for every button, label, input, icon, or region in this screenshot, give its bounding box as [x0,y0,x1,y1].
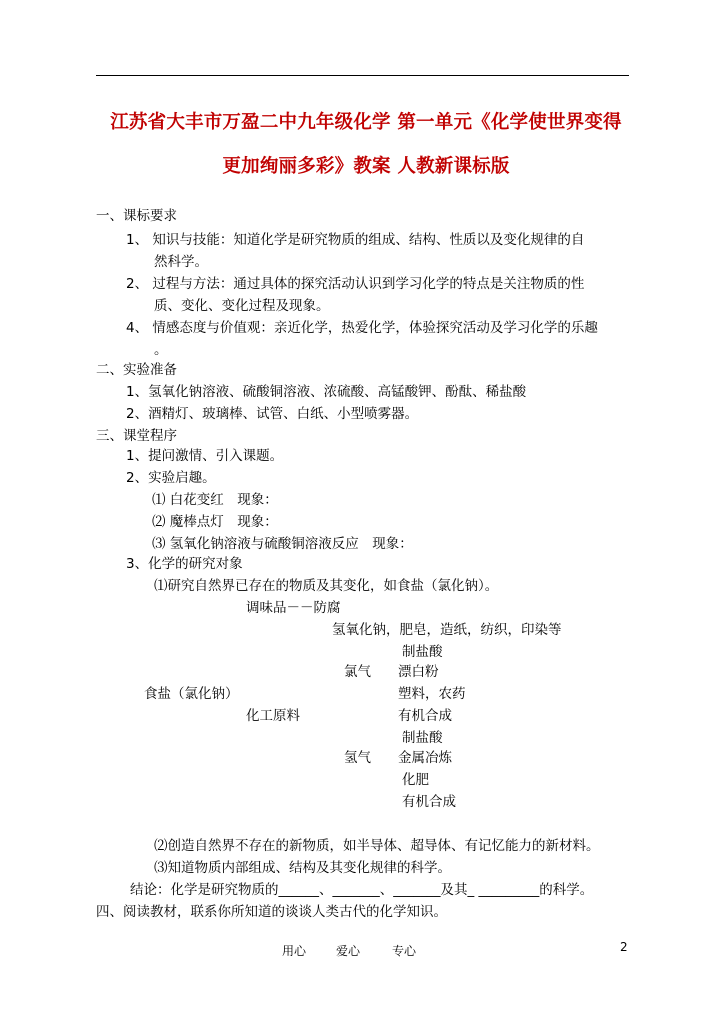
section-4-heading: 四、阅读教材，联系你所知道的谈谈人类古代的化学知识。 [96,904,447,920]
experiment-2: ⑵ 魔棒点灯 现象： [152,514,278,530]
tree-hcl-1: 制盐酸 [402,644,443,660]
tree-chlorine: 氯气 [344,664,371,680]
conclusion: 结论：化学是研究物质的______、_______、_______及其_ _________的科学。 [130,882,594,898]
research-object-1: ⑴研究自然界已存在的物质及其变化，如食盐（氯化钠）。 [154,578,499,594]
section-3-item-1: 1、提问激情、引入课题。 [126,448,284,464]
section-1-heading: 一、课标要求 [96,208,177,224]
section-3-item-2: 2、实验启趣。 [126,470,216,486]
section-1-item-3-cont: 。 [154,342,168,358]
section-3-item-3: 3、化学的研究对象 [126,556,243,572]
tree-root-salt: 食盐（氯化钠） [144,686,239,702]
experiment-1: ⑴ 白花变红 现象： [152,492,278,508]
section-3-heading: 三、课堂程序 [96,428,177,444]
research-object-2: ⑵创造自然界不存在的新物质，如半导体、超导体、有记忆能力的新材料。 [154,838,600,854]
section-1-item-2-cont: 质、变化、变化过程及现象。 [154,298,330,314]
section-2-item-1: 1、氢氧化钠溶液、硫酸铜溶液、浓硫酸、高锰酸钾、酚酞、稀盐酸 [126,384,527,400]
section-2-heading: 二、实验准备 [96,362,177,378]
footer-motto-2: 爱心 [336,944,361,958]
tree-fertilizer: 化肥 [402,772,429,788]
tree-hcl-2: 制盐酸 [402,730,443,746]
research-object-3: ⑶知道物质内部组成、结构及其变化规律的科学。 [154,860,451,876]
section-2-item-2: 2、酒精灯、玻璃棒、试管、白纸、小型喷雾器。 [126,406,419,422]
page-number: 2 [620,940,628,954]
tree-bleach: 漂白粉 [398,664,439,680]
title-line-1: 江苏省大丰市万盈二中九年级化学 第一单元《化学使世界变得 [110,112,622,133]
tree-chem-raw: 化工原料 [246,708,300,724]
tree-hydrogen: 氢气 [344,750,371,766]
tree-plastics: 塑料，农药 [398,686,466,702]
section-1-item-2: 2、 过程与方法：通过具体的探究活动认识到学习化学的特点是关注物质的性 [126,276,585,292]
footer-motto-3: 专心 [392,944,417,958]
tree-condiment: 调味品－－防腐 [246,600,341,616]
section-1-item-1-cont: 然科学。 [154,254,208,270]
tree-naoh-uses: 氢氧化钠，肥皂，造纸，纺织，印染等 [332,622,562,638]
header-rule [96,75,629,76]
section-1-item-3: 4、 情感态度与价值观：亲近化学，热爱化学，体验探究活动及学习化学的乐趣 [126,320,598,336]
tree-organic-2: 有机合成 [402,794,456,810]
section-1-item-1: 1、 知识与技能：知道化学是研究物质的组成、结构、性质以及变化规律的自 [126,232,585,248]
experiment-3: ⑶ 氢氧化钠溶液与硫酸铜溶液反应 现象： [152,536,413,552]
tree-organic-1: 有机合成 [398,708,452,724]
footer-motto-1: 用心 [282,944,307,958]
title-line-2: 更加绚丽多彩》教案 人教新课标版 [222,156,510,177]
tree-metallurgy: 金属冶炼 [398,750,452,766]
